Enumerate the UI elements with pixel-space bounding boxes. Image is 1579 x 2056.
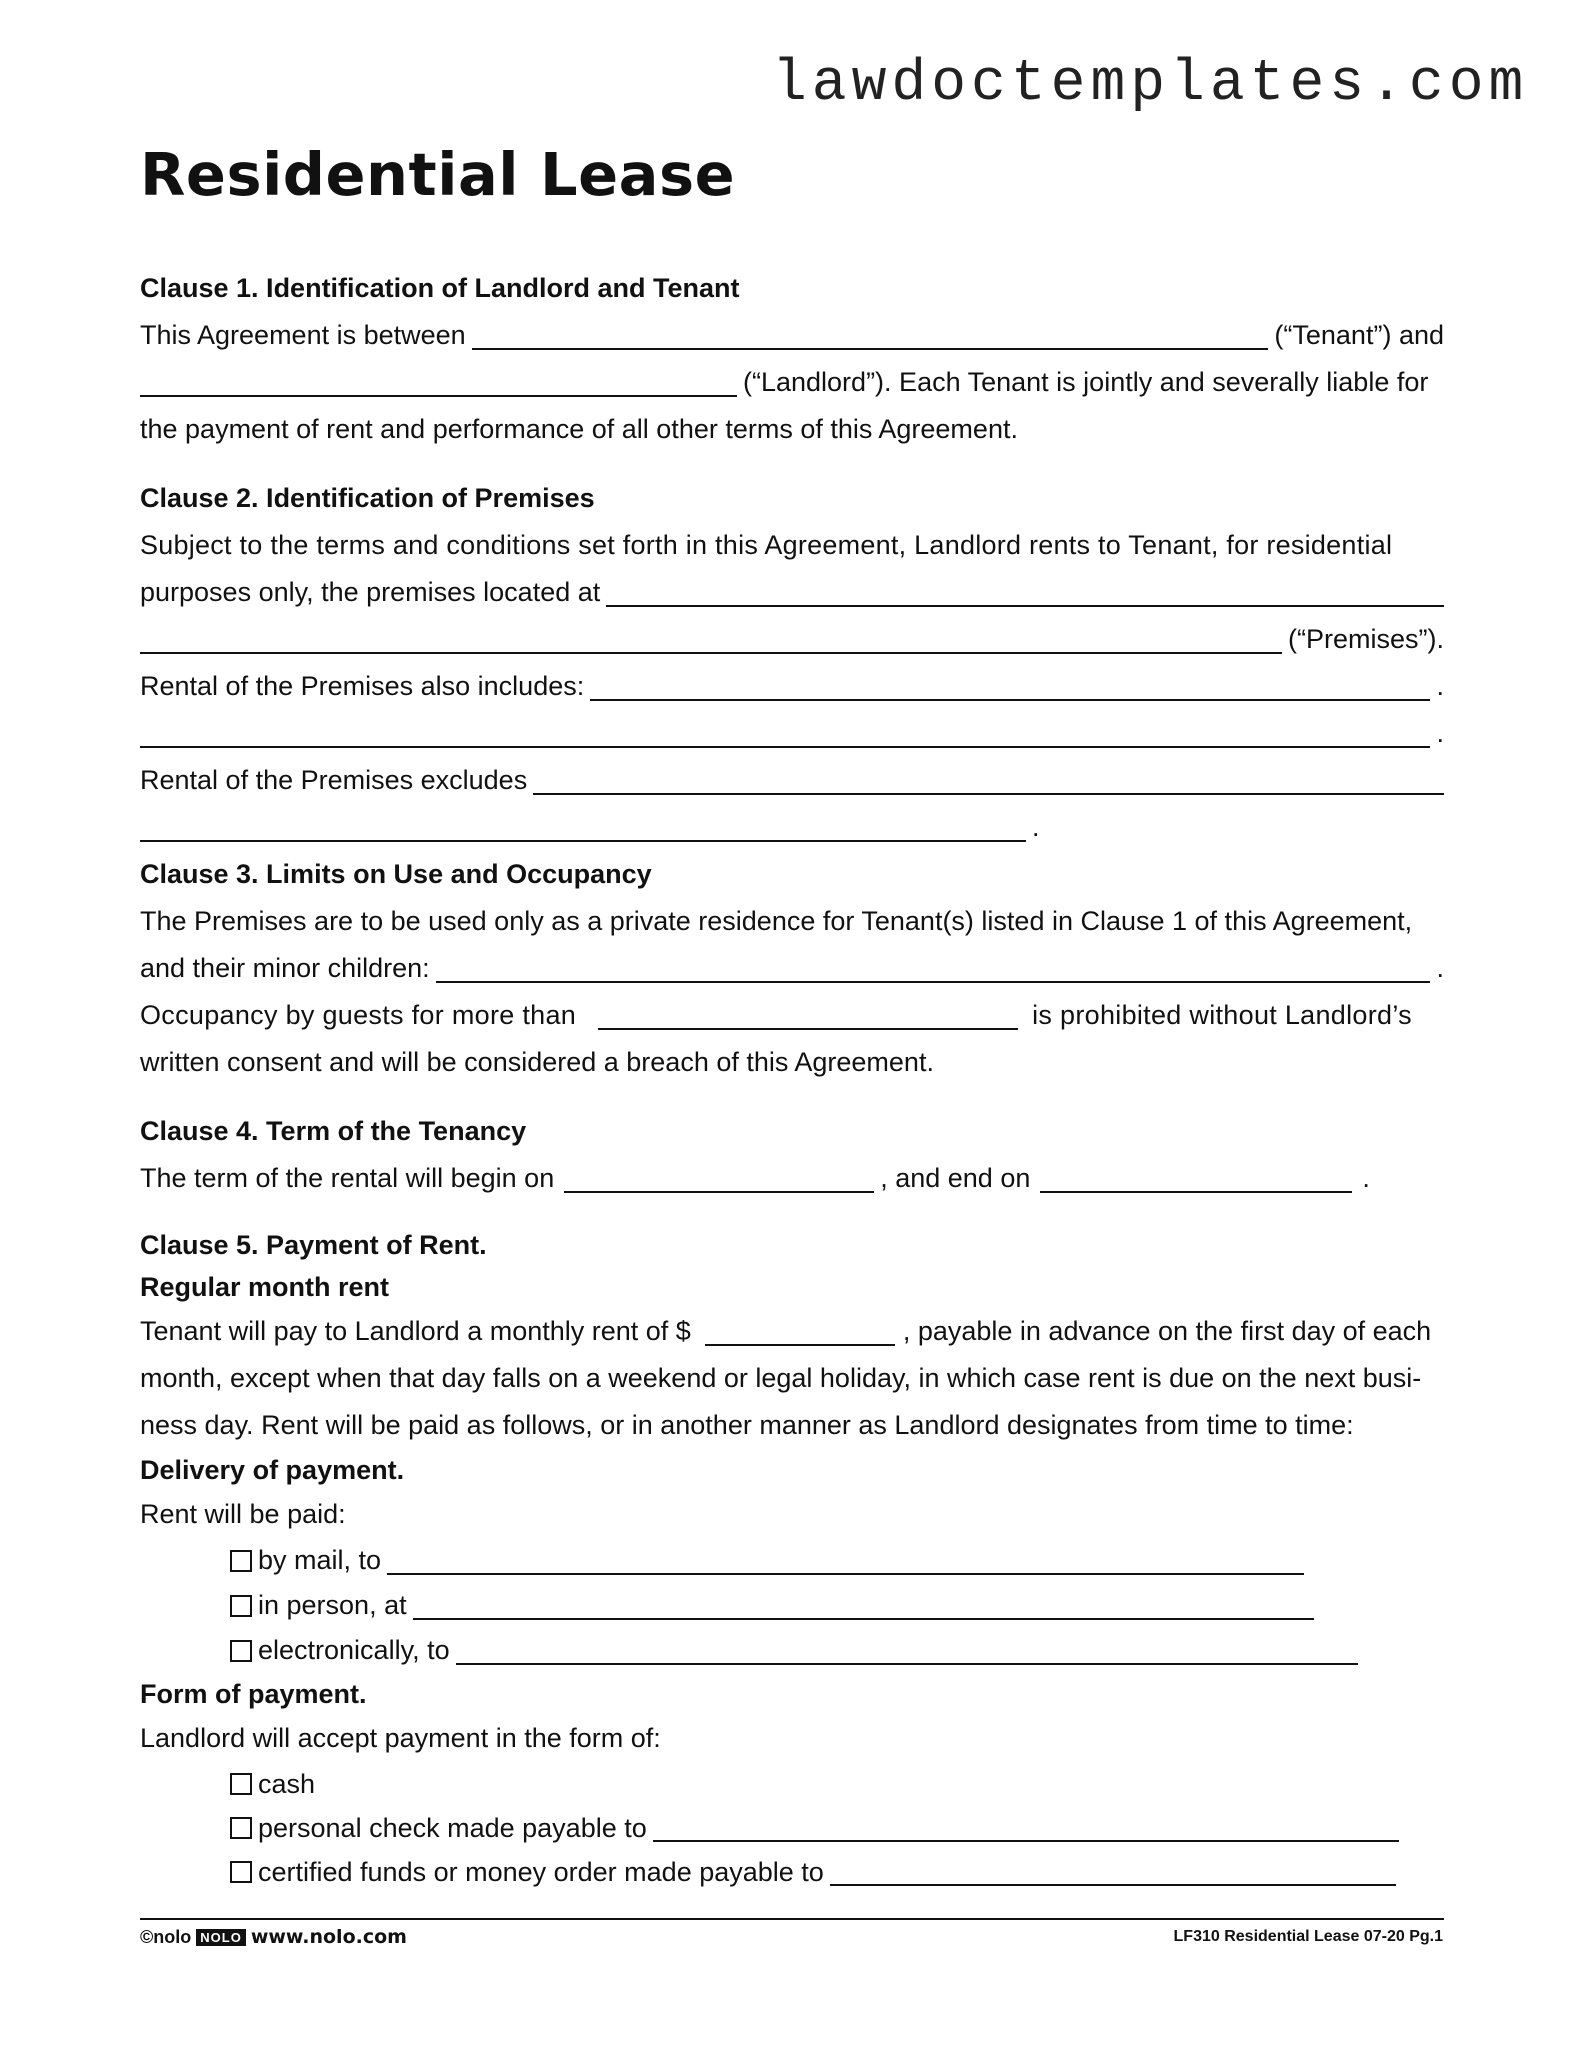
text: personal check made payable to (258, 1812, 647, 1843)
text: Landlord will accept payment in the form of: (140, 1723, 661, 1753)
clause-3-line-3 (140, 992, 1444, 1039)
clause-2-line-4 (140, 663, 1444, 710)
text: The term of the rental will begin on (140, 1163, 555, 1193)
text: Subject to the terms and conditions set forth in this Agreement, Landlord rents to Tenant, for residential (140, 530, 1393, 560)
text: Occupancy by guests for more than (140, 1000, 577, 1030)
cash-checkbox[interactable] (230, 1773, 252, 1795)
monthly-rent-field[interactable] (705, 1318, 895, 1346)
text: electronically, to (258, 1635, 450, 1665)
footer-branding (140, 1926, 407, 1948)
lease-body (140, 265, 1444, 1894)
guest-duration-field[interactable] (598, 1002, 1018, 1030)
clause-2-line-2 (140, 569, 1444, 616)
clause-3-line-4 (140, 1039, 1444, 1086)
clause-2-line-6 (140, 757, 1444, 804)
clause-3-line-2 (140, 945, 1444, 992)
clause-5-line-3 (140, 1402, 1444, 1449)
copyright: ©nolo (140, 1926, 192, 1947)
clause-2-line-3 (140, 616, 1444, 663)
landlord-name-field[interactable] (140, 369, 737, 397)
form-id: LF310 Residential Lease 07-20 Pg.1 (1173, 1928, 1443, 1945)
text: Tenant will pay to Landlord a monthly rent of $ (140, 1316, 691, 1346)
text: Rental of the Premises excludes (140, 765, 528, 795)
text: written consent and will be considered a breach of this Agreement. (140, 1047, 934, 1077)
clause-2-heading: Clause 2. Identification of Premises (140, 483, 595, 513)
text: (“Landlord”). Each Tenant is jointly and severally liable for (743, 367, 1429, 397)
rental-includes-field-2[interactable] (140, 720, 1430, 748)
clause-4-line-1 (140, 1155, 1444, 1202)
delivery-option-in-person (140, 1583, 1444, 1628)
rental-includes-field[interactable] (590, 673, 1430, 701)
delivery-option-electronic (140, 1628, 1444, 1673)
electronic-checkbox[interactable] (230, 1640, 252, 1662)
text: Rental of the Premises also includes: (140, 671, 585, 701)
end-date-field[interactable] (1040, 1165, 1352, 1193)
text: the payment of rent and performance of all other terms of this Agreement. (140, 414, 1018, 444)
text: certified funds or money order made payable to (258, 1856, 824, 1887)
watermark: lawdoctemplates.com (772, 52, 1529, 117)
text: , and end on (880, 1163, 1031, 1193)
clause-3-line-1 (140, 898, 1444, 945)
clause-3-heading: Clause 3. Limits on Use and Occupancy (140, 859, 652, 889)
delivery-intro (140, 1491, 1444, 1538)
clause-1-line-2 (140, 359, 1444, 406)
period: . (1032, 812, 1040, 842)
delivery-subheading: Delivery of payment. (140, 1455, 405, 1485)
text: and their minor children: (140, 953, 430, 983)
clause-1-heading: Clause 1. Identification of Landlord and Tenant (140, 273, 740, 303)
in-person-checkbox[interactable] (230, 1595, 252, 1617)
text: This Agreement is between (140, 320, 466, 350)
mail-checkbox[interactable] (230, 1550, 252, 1572)
clause-4-heading: Clause 4. Term of the Tenancy (140, 1116, 527, 1146)
form-option-certified-funds (140, 1850, 1444, 1894)
text: is prohibited without Landlord’s (1032, 1000, 1412, 1030)
text: cash (258, 1768, 316, 1799)
text: month, except when that day falls on a weekend or legal holiday, in which case rent is due on the next busi- (140, 1363, 1422, 1393)
electronic-destination-field[interactable] (456, 1637, 1358, 1665)
premises-address-field-2[interactable] (140, 626, 1282, 654)
start-date-field[interactable] (564, 1165, 874, 1193)
clause-1-line-3 (140, 406, 1444, 453)
text: Rent will be paid: (140, 1499, 346, 1529)
clause-2-line-5 (140, 710, 1444, 757)
document-title: Residential Lease (140, 140, 736, 209)
form-option-personal-check (140, 1806, 1444, 1850)
personal-check-checkbox[interactable] (230, 1817, 252, 1839)
form-subheading: Form of payment. (140, 1679, 367, 1709)
form-option-cash (140, 1762, 1444, 1806)
text: (“Tenant”) and (1274, 320, 1444, 350)
text: ness day. Rent will be paid as follows, or in another manner as Landlord designates from time to time: (140, 1410, 1354, 1440)
nolo-logo-icon: NOLO (196, 1929, 246, 1946)
form-intro (140, 1715, 1444, 1762)
in-person-location-field[interactable] (413, 1592, 1314, 1620)
text: , payable in advance on the first day of each (902, 1316, 1432, 1346)
text: (“Premises”). (1288, 624, 1444, 654)
clause-1-line-1 (140, 312, 1444, 359)
period: . (1436, 953, 1444, 983)
rental-excludes-field[interactable] (533, 767, 1444, 795)
period: . (1436, 671, 1444, 701)
minor-children-field[interactable] (436, 955, 1431, 983)
tenant-name-field[interactable] (472, 322, 1269, 350)
clause-5-line-1 (140, 1308, 1444, 1355)
period: . (1436, 718, 1444, 748)
premises-address-field[interactable] (606, 579, 1444, 607)
footer-divider (140, 1918, 1444, 1920)
text: in person, at (258, 1590, 407, 1620)
mail-address-field[interactable] (387, 1547, 1304, 1575)
clause-5-line-2 (140, 1355, 1444, 1402)
footer-url[interactable]: www.nolo.com (250, 1926, 407, 1948)
delivery-option-mail (140, 1538, 1444, 1583)
clause-2-line-7 (140, 804, 1444, 851)
rental-excludes-field-2[interactable] (140, 814, 1026, 842)
certified-funds-checkbox[interactable] (230, 1861, 252, 1883)
money-order-payee-field[interactable] (830, 1858, 1396, 1886)
text: The Premises are to be used only as a private residence for Tenant(s) listed in Clause 1 of this Agreement, (140, 906, 1413, 936)
check-payee-field[interactable] (653, 1814, 1399, 1842)
period: . (1362, 1163, 1370, 1193)
clause-5-heading: Clause 5. Payment of Rent. (140, 1230, 487, 1260)
regular-rent-subheading: Regular month rent (140, 1272, 390, 1302)
text: by mail, to (258, 1545, 382, 1575)
clause-2-line-1 (140, 522, 1444, 569)
text: purposes only, the premises located at (140, 577, 601, 607)
